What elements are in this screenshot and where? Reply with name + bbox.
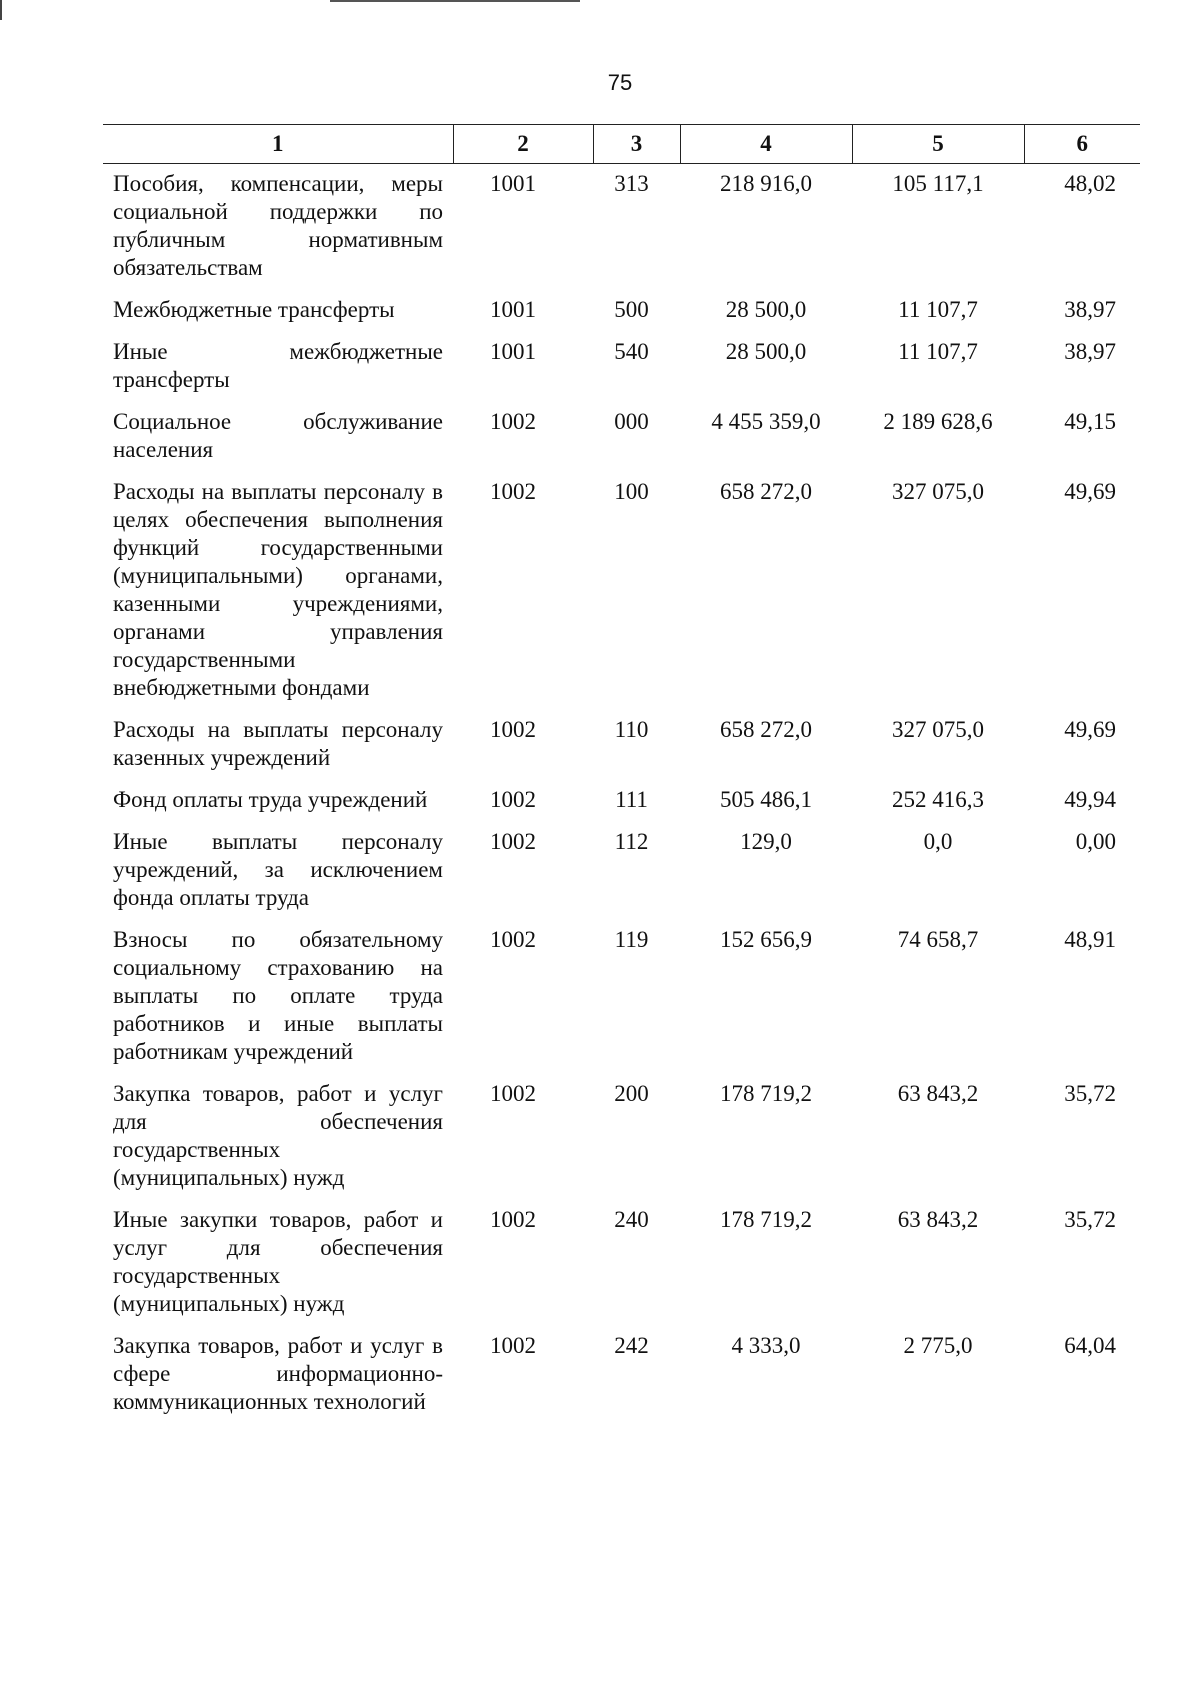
row-planned-amount: 129,0	[740, 829, 792, 854]
page-number: 75	[607, 70, 633, 95]
table-row	[103, 296, 1140, 338]
row-actual-amount: 327 075,0	[892, 479, 984, 504]
row-section-code: 1002	[490, 1081, 536, 1106]
row-section-code: 1002	[490, 479, 536, 504]
row-expense-type: 111	[615, 787, 648, 812]
row-actual-amount: 74 658,7	[897, 927, 979, 952]
row-expense-type: 200	[614, 1081, 649, 1106]
row-execution-percent: 38,97	[1064, 297, 1116, 322]
row-actual-amount: 63 843,2	[897, 1207, 979, 1232]
row-execution-percent: 64,04	[1064, 1333, 1116, 1358]
scan-artifact-rule	[330, 0, 580, 2]
budget-table-container	[103, 124, 1140, 1430]
row-section-code: 1002	[490, 927, 536, 952]
header-col-6: 6	[1024, 125, 1140, 164]
row-planned-amount: 178 719,2	[720, 1081, 812, 1106]
budget-table	[103, 124, 1140, 1430]
row-actual-amount: 252 416,3	[892, 787, 984, 812]
row-planned-amount: 218 916,0	[720, 171, 812, 196]
table-header	[103, 125, 1140, 164]
row-name: Закупка товаров, работ и услуг для обеспечения государственных (муниципальных) нужд	[113, 1081, 443, 1190]
row-name: Фонд оплаты труда учреждений	[113, 787, 428, 812]
row-execution-percent: 49,15	[1064, 409, 1116, 434]
row-actual-amount: 2 189 628,6	[883, 409, 993, 434]
row-actual-amount: 2 775,0	[903, 1333, 973, 1358]
row-execution-percent: 35,72	[1064, 1081, 1116, 1106]
row-expense-type: 240	[614, 1207, 649, 1232]
row-expense-type: 100	[614, 479, 649, 504]
row-execution-percent: 38,97	[1064, 339, 1116, 364]
row-actual-amount: 11 107,7	[898, 339, 978, 364]
row-name: Межбюджетные трансферты	[113, 297, 395, 322]
row-section-code: 1001	[490, 339, 536, 364]
row-actual-amount: 0,0	[923, 829, 953, 854]
row-name: Иные выплаты персоналу учреждений, за исключением фонда оплаты труда	[113, 829, 443, 910]
row-name: Пособия, компенсации, меры социальной поддержки по публичным нормативным обязательствам	[113, 171, 443, 280]
row-planned-amount: 4 455 359,0	[711, 409, 821, 434]
table-row	[103, 828, 1140, 926]
row-actual-amount: 105 117,1	[892, 171, 984, 196]
row-planned-amount: 4 333,0	[731, 1333, 801, 1358]
row-section-code: 1002	[490, 1333, 536, 1358]
row-section-code: 1002	[490, 829, 536, 854]
row-execution-percent: 49,94	[1064, 787, 1116, 812]
table-row	[103, 1080, 1140, 1206]
row-execution-percent: 48,02	[1064, 171, 1116, 196]
header-col-1: 1	[103, 125, 453, 164]
row-expense-type: 000	[614, 409, 649, 434]
table-row	[103, 926, 1140, 1080]
row-expense-type: 119	[614, 927, 649, 952]
table-row	[103, 1332, 1140, 1430]
table-row	[103, 1206, 1140, 1332]
row-expense-type: 110	[614, 717, 649, 742]
row-planned-amount: 505 486,1	[720, 787, 812, 812]
table-body	[103, 164, 1140, 1431]
row-expense-type: 500	[614, 297, 649, 322]
row-actual-amount: 11 107,7	[898, 297, 978, 322]
row-expense-type: 313	[614, 171, 649, 196]
row-execution-percent: 35,72	[1064, 1207, 1116, 1232]
table-row	[103, 408, 1140, 478]
row-section-code: 1002	[490, 717, 536, 742]
row-section-code: 1002	[490, 1207, 536, 1232]
row-section-code: 1001	[490, 297, 536, 322]
row-planned-amount: 28 500,0	[725, 339, 807, 364]
table-row	[103, 786, 1140, 828]
table-row	[103, 164, 1140, 297]
scan-artifact-edge	[0, 0, 2, 20]
row-planned-amount: 152 656,9	[720, 927, 812, 952]
row-section-code: 1002	[490, 787, 536, 812]
row-expense-type: 242	[614, 1333, 649, 1358]
row-name: Расходы на выплаты персоналу казенных учреждений	[113, 717, 443, 770]
row-actual-amount: 63 843,2	[897, 1081, 979, 1106]
row-expense-type: 112	[614, 829, 649, 854]
row-name: Расходы на выплаты персоналу в целях обеспечения выполнения функций государственными (муниципальными) органами, казенными учреждениями, органами управления государственными внебюджетными фондами	[113, 479, 443, 700]
row-execution-percent: 48,91	[1064, 927, 1116, 952]
row-actual-amount: 327 075,0	[892, 717, 984, 742]
header-col-2: 2	[453, 125, 593, 164]
row-name: Закупка товаров, работ и услуг в сфере информационно-коммуникационных технологий	[113, 1333, 443, 1414]
row-execution-percent: 49,69	[1064, 479, 1116, 504]
table-row	[103, 716, 1140, 786]
row-planned-amount: 658 272,0	[720, 717, 812, 742]
row-planned-amount: 178 719,2	[720, 1207, 812, 1232]
header-col-3: 3	[593, 125, 680, 164]
row-name: Взносы по обязательному социальному страхованию на выплаты по оплате труда работников и иные выплаты работникам учреждений	[113, 927, 443, 1064]
table-row	[103, 338, 1140, 408]
header-col-4: 4	[680, 125, 852, 164]
row-expense-type: 540	[614, 339, 649, 364]
row-execution-percent: 0,00	[1075, 829, 1116, 854]
row-planned-amount: 658 272,0	[720, 479, 812, 504]
row-execution-percent: 49,69	[1064, 717, 1116, 742]
row-name: Социальное обслуживание населения	[113, 409, 443, 462]
header-col-5: 5	[852, 125, 1024, 164]
header-row	[103, 125, 1140, 164]
row-name: Иные межбюджетные трансферты	[113, 339, 443, 392]
row-name: Иные закупки товаров, работ и услуг для обеспечения государственных (муниципальных) нужд	[113, 1207, 443, 1316]
row-section-code: 1001	[490, 171, 536, 196]
row-planned-amount: 28 500,0	[725, 297, 807, 322]
row-section-code: 1002	[490, 409, 536, 434]
table-row	[103, 478, 1140, 716]
